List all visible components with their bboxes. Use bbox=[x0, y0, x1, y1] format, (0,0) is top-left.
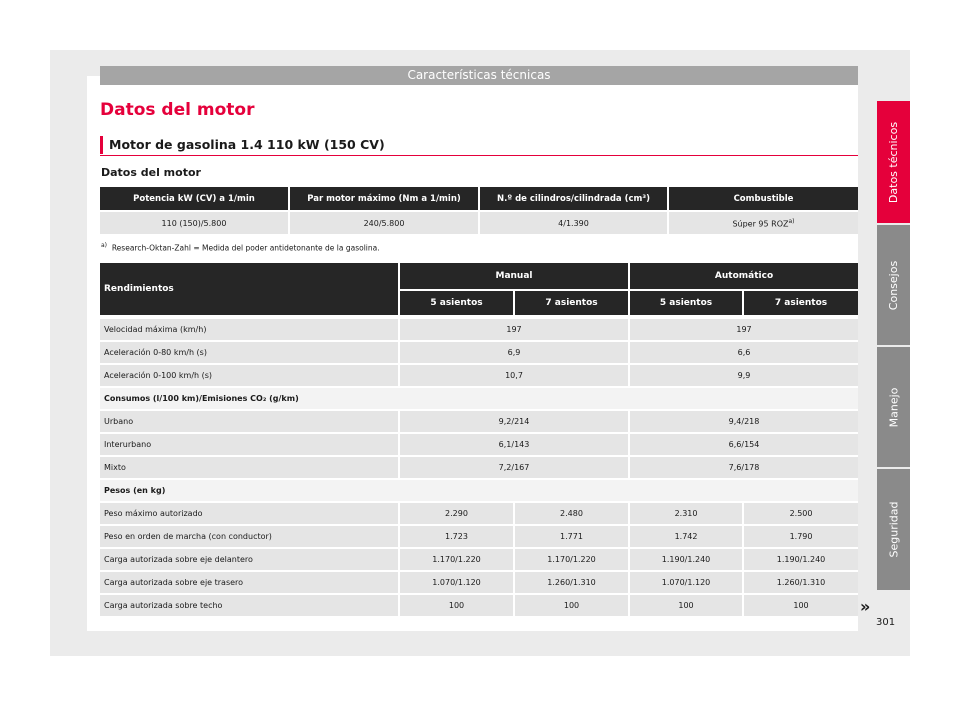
section-row-pesos bbox=[100, 478, 858, 501]
auto-value: 6,6/154 bbox=[630, 432, 858, 455]
cell-power: 110 (150)/5.800 bbox=[100, 210, 290, 234]
table-row bbox=[100, 570, 858, 593]
tab-label: Consejos bbox=[887, 260, 900, 310]
table-row bbox=[100, 593, 858, 616]
value-cell: 1.190/1.240 bbox=[744, 547, 858, 570]
table-header-row bbox=[100, 187, 858, 210]
footnote-mark: a) bbox=[101, 242, 108, 249]
tab-datos-tecnicos[interactable] bbox=[877, 101, 910, 223]
cell-fuel bbox=[669, 210, 858, 234]
footnote-text: Research-Oktan-Zahl = Medida del poder antidetonante de la gasolina. bbox=[111, 243, 380, 253]
value-cell: 2.310 bbox=[630, 501, 744, 524]
value-cell: 2.500 bbox=[744, 501, 858, 524]
value-cell: 1.742 bbox=[630, 524, 744, 547]
subheading-divider bbox=[100, 155, 858, 156]
section-header: Características técnicas bbox=[100, 66, 858, 85]
value-cell: 2.290 bbox=[400, 501, 515, 524]
header-automatico: Automático bbox=[630, 263, 858, 291]
value-cell: 1.170/1.220 bbox=[400, 547, 515, 570]
auto-value: 6,6 bbox=[630, 340, 858, 363]
row-label: Aceleración 0-100 km/h (s) bbox=[100, 363, 400, 386]
table-row bbox=[100, 547, 858, 570]
manual-value: 9,2/214 bbox=[400, 409, 630, 432]
tab-label: Datos técnicos bbox=[887, 121, 900, 203]
value-cell: 100 bbox=[630, 593, 744, 616]
value-cell: 1.170/1.220 bbox=[515, 547, 630, 570]
value-cell: 1.723 bbox=[400, 524, 515, 547]
manual-value: 10,7 bbox=[400, 363, 630, 386]
value-cell: 2.480 bbox=[515, 501, 630, 524]
auto-value: 9,4/218 bbox=[630, 409, 858, 432]
section-row-consumos bbox=[100, 386, 858, 409]
row-label: Urbano bbox=[100, 409, 400, 432]
section-title-consumos: Consumos (l/100 km)/Emisiones CO₂ (g/km) bbox=[100, 386, 858, 409]
page-number: 301 bbox=[876, 617, 896, 628]
manual-value: 7,2/167 bbox=[400, 455, 630, 478]
table-row bbox=[100, 363, 858, 386]
header-seats-auto-5: 5 asientos bbox=[630, 291, 744, 317]
value-cell: 1.070/1.120 bbox=[400, 570, 515, 593]
row-label: Carga autorizada sobre techo bbox=[100, 593, 400, 616]
table-row bbox=[100, 210, 858, 234]
performance-table bbox=[100, 263, 858, 616]
tab-manejo[interactable] bbox=[877, 347, 910, 467]
value-cell: 1.260/1.310 bbox=[515, 570, 630, 593]
row-label: Peso en orden de marcha (con conductor) bbox=[100, 524, 400, 547]
value-cell: 1.790 bbox=[744, 524, 858, 547]
value-cell: 1.771 bbox=[515, 524, 630, 547]
engine-data-table bbox=[100, 187, 858, 234]
fuel-value: Súper 95 ROZ bbox=[732, 219, 789, 229]
header-cylinders: N.º de cilindros/cilindrada (cm³) bbox=[480, 187, 669, 210]
tab-consejos[interactable] bbox=[877, 225, 910, 345]
fuel-footnote-mark: a) bbox=[788, 217, 795, 225]
row-label: Carga autorizada sobre eje delantero bbox=[100, 547, 400, 570]
header-fuel: Combustible bbox=[669, 187, 858, 210]
manual-value: 6,1/143 bbox=[400, 432, 630, 455]
tab-label: Seguridad bbox=[887, 501, 900, 558]
table1-label: Datos del motor bbox=[101, 166, 201, 179]
cell-torque: 240/5.800 bbox=[290, 210, 480, 234]
table-row bbox=[100, 455, 858, 478]
subheading-accent-bar bbox=[100, 136, 103, 154]
row-label: Interurbano bbox=[100, 432, 400, 455]
cell-cylinders: 4/1.390 bbox=[480, 210, 669, 234]
subheading: Motor de gasolina 1.4 110 kW (150 CV) bbox=[109, 137, 385, 152]
footnote bbox=[101, 242, 380, 253]
manual-value: 197 bbox=[400, 317, 630, 340]
table-row bbox=[100, 340, 858, 363]
row-label: Mixto bbox=[100, 455, 400, 478]
page-title: Datos del motor bbox=[100, 100, 255, 120]
value-cell: 1.190/1.240 bbox=[630, 547, 744, 570]
table-row bbox=[100, 409, 858, 432]
tab-label: Manejo bbox=[887, 387, 901, 427]
header-seats-auto-7: 7 asientos bbox=[744, 291, 858, 317]
header-seats-manual-7: 7 asientos bbox=[515, 291, 630, 317]
value-cell: 100 bbox=[515, 593, 630, 616]
auto-value: 197 bbox=[630, 317, 858, 340]
header-rendimientos: Rendimientos bbox=[100, 263, 400, 317]
section-title-pesos: Pesos (en kg) bbox=[100, 478, 858, 501]
header-seats-manual-5: 5 asientos bbox=[400, 291, 515, 317]
continue-arrow-icon: » bbox=[860, 597, 871, 616]
row-label: Peso máximo autorizado bbox=[100, 501, 400, 524]
header-power: Potencia kW (CV) a 1/min bbox=[100, 187, 290, 210]
manual-value: 6,9 bbox=[400, 340, 630, 363]
row-label: Aceleración 0-80 km/h (s) bbox=[100, 340, 400, 363]
auto-value: 9,9 bbox=[630, 363, 858, 386]
value-cell: 1.070/1.120 bbox=[630, 570, 744, 593]
row-label: Velocidad máxima (km/h) bbox=[100, 317, 400, 340]
value-cell: 100 bbox=[400, 593, 515, 616]
header-manual: Manual bbox=[400, 263, 630, 291]
table-row bbox=[100, 432, 858, 455]
table-row bbox=[100, 317, 858, 340]
table-row bbox=[100, 501, 858, 524]
tab-seguridad[interactable] bbox=[877, 469, 910, 590]
auto-value: 7,6/178 bbox=[630, 455, 858, 478]
table-row bbox=[100, 524, 858, 547]
value-cell: 1.260/1.310 bbox=[744, 570, 858, 593]
row-label: Carga autorizada sobre eje trasero bbox=[100, 570, 400, 593]
header-torque: Par motor máximo (Nm a 1/min) bbox=[290, 187, 480, 210]
value-cell: 100 bbox=[744, 593, 858, 616]
